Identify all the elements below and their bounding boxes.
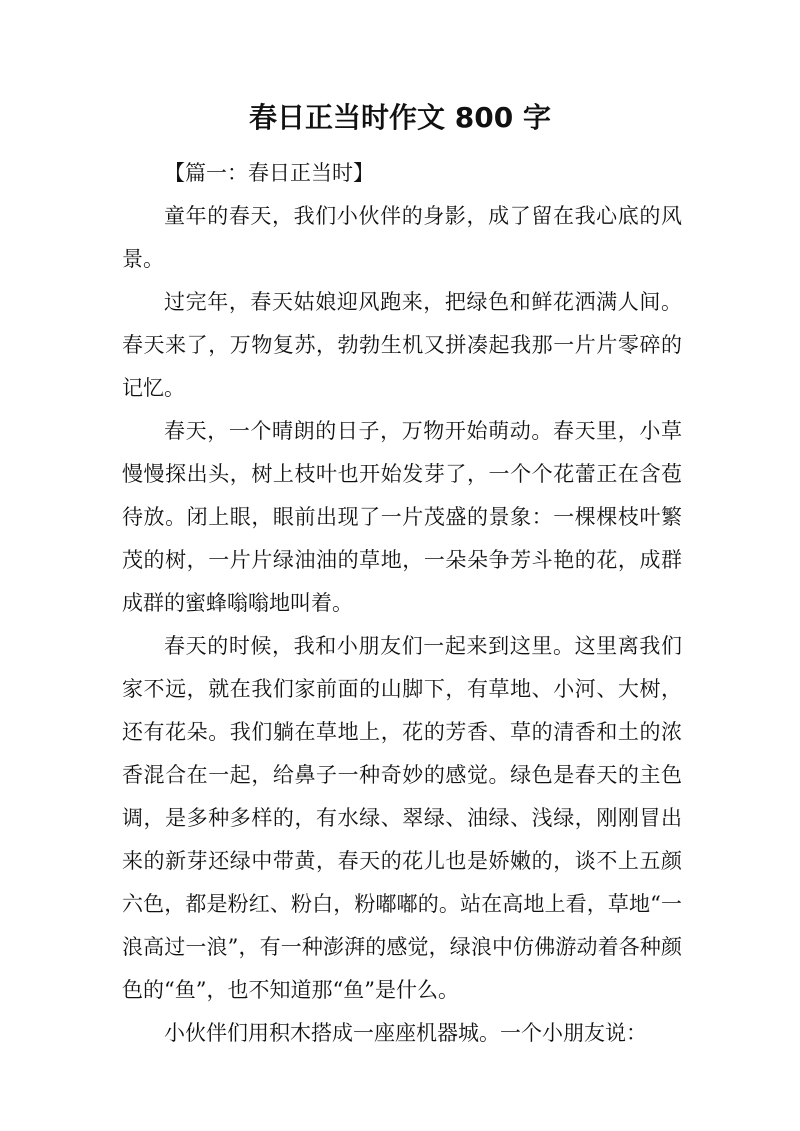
- document-body: [122, 152, 682, 1055]
- document-title: 春日正当时作文 800 字: [249, 101, 551, 134]
- section-heading: 【篇一：春日正当时】: [164, 161, 374, 185]
- paragraph-1: 童年的春天，我们小伙伴的身影，成了留在我心底的风景。: [122, 204, 682, 271]
- paragraph-3: 春天，一个晴朗的日子，万物开始萌动。春天里，小草慢慢探出头，树上枝叶也开始发芽了，一个个花蕾正在含苞待放。闭上眼，眼前出现了一片茂盛的景象：一棵棵枝叶繁茂的树，一片片绿油油的草地，一朵朵争芳斗艳的花，成群成群的蜜蜂嗡嗡地叫着。: [122, 419, 682, 615]
- paragraph-5: 小伙伴们用积木搭成一座座机器城。一个小朋友说：: [164, 1021, 647, 1045]
- paragraph-4: 春天的时候，我和小朋友们一起来到这里。这里离我们家不远，就在我们家前面的山脚下，有草地、小河、大树，还有花朵。我们躺在草地上，花的芳香、草的清香和土的浓香混合在一起，给鼻子一种奇妙的感觉。绿色是春天的主色调，是多种多样的，有水绿、翠绿、油绿、浅绿，刚刚冒出来的新芽还绿中带黄，春天的花儿也是娇嫩的，谈不上五颜六色，都是粉红、粉白，粉嘟嘟的。站在高地上看，草地“一浪高过一浪”，有一种澎湃的感觉，绿浪中仿佛游动着各种颜色的“鱼”，也不知道那“鱼”是什么。: [122, 634, 682, 1002]
- paragraph-2: 过完年，春天姑娘迎风跑来，把绿色和鲜花洒满人间。春天来了，万物复苏，勃勃生机又拼凑起我那一片片零碎的记忆。: [122, 290, 682, 400]
